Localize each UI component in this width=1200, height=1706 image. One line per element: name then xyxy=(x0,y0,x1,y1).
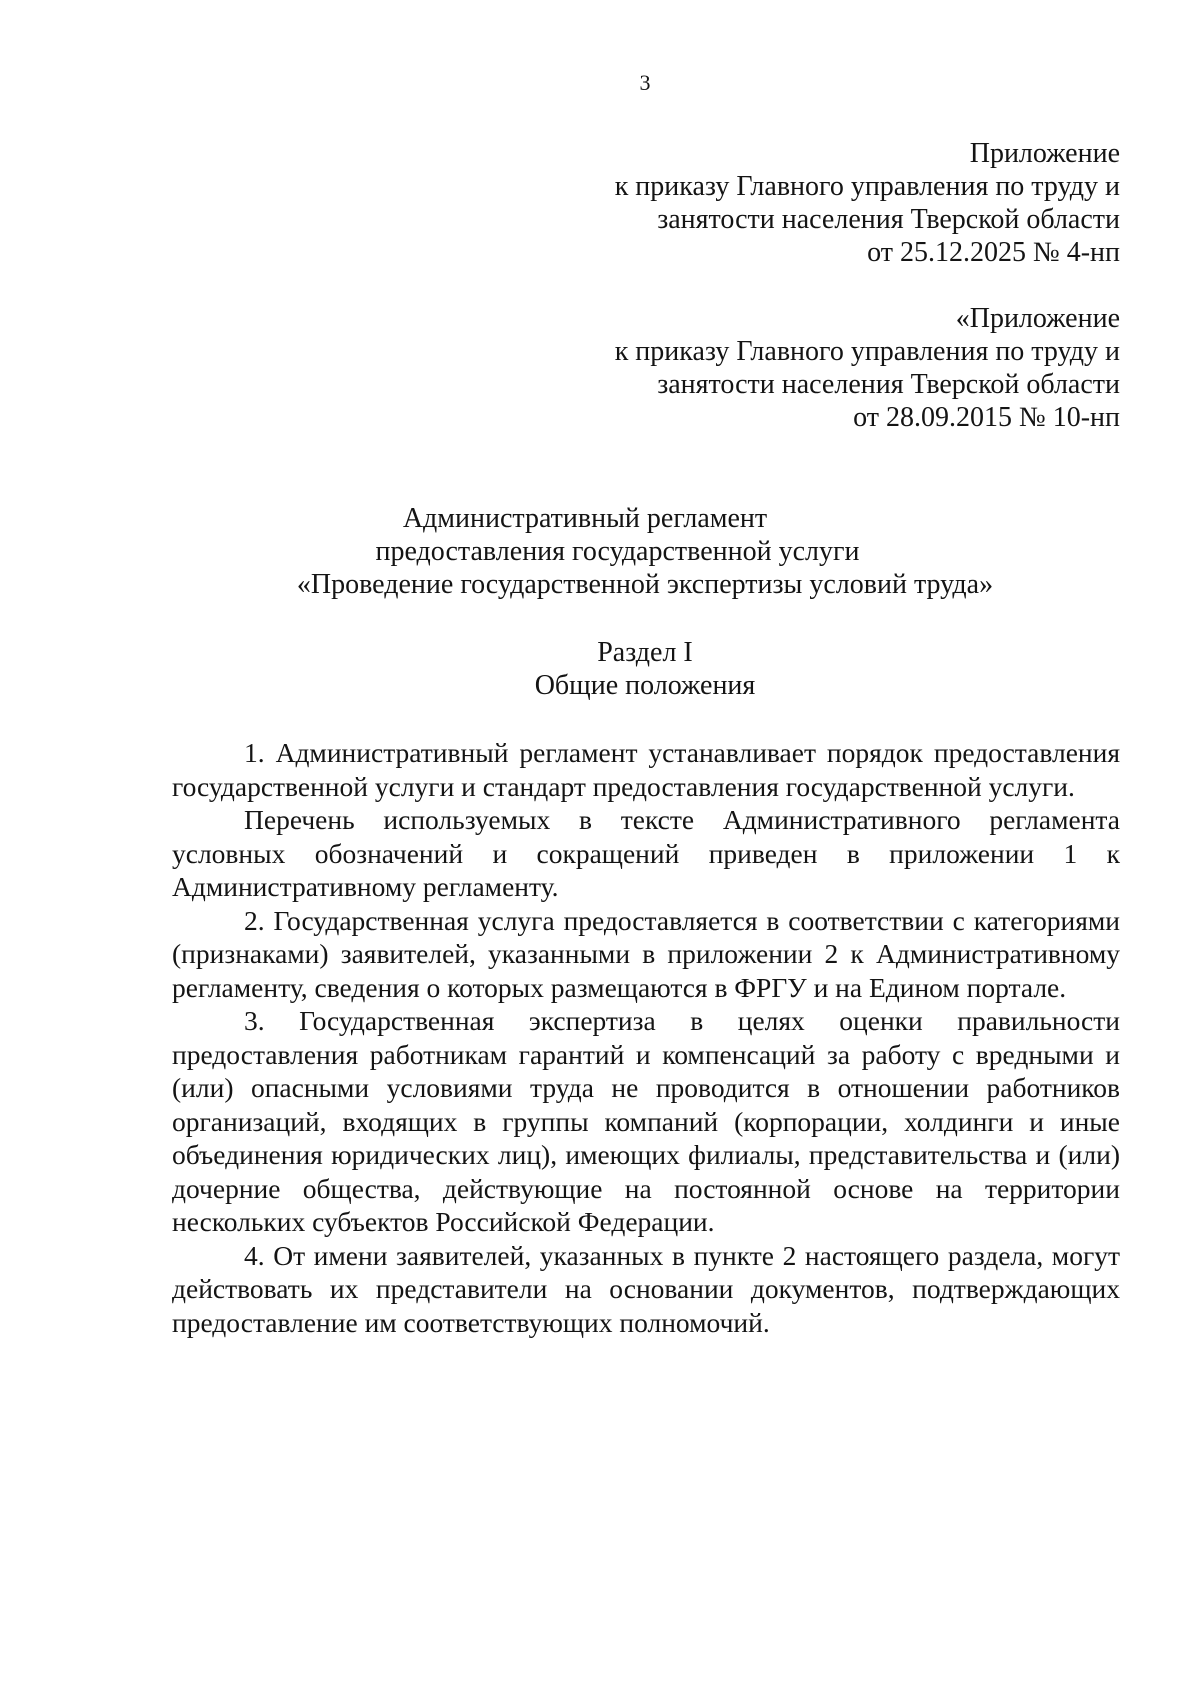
body-text xyxy=(172,736,1120,1339)
appendix-current-line-3: занятости населения Тверской области xyxy=(657,204,1120,235)
appendix-previous-line-2: к приказу Главного управления по труду и xyxy=(614,336,1120,367)
paragraph-2: 2. Государственная услуга предоставляется в соответствии с категориями (признаками) заявителей, указанными в приложении 2 к Административному регламенту, сведения о которых размещаются в ФРГУ и на Едином портале. xyxy=(172,904,1120,1003)
paragraph-1: 1. Административный регламент устанавливает порядок предоставления государственной услуги и стандарт предоставления государственной услуги. xyxy=(172,737,1120,802)
section-heading xyxy=(170,636,1120,702)
page-number: 3 xyxy=(639,70,651,95)
appendix-previous-date-number: от 28.09.2015 № 10-нп xyxy=(853,402,1120,433)
appendix-current-line-2: к приказу Главного управления по труду и xyxy=(614,171,1120,202)
section-number: Раздел I xyxy=(597,637,693,668)
appendix-current-date-number: от 25.12.2025 № 4-нп xyxy=(867,237,1120,268)
paragraph-3: 3. Государственная экспертиза в целях оценки правильности предоставления работникам гарантий и компенсаций за работу с вредными и (или) опасными условиями труда не проводится в отношении работников организаций, входящих в группы компаний (корпорации, холдинги и иные объединения юридических лиц), имеющих филиалы, представительства и (или) дочерние общества, действующие на постоянной основе на территории нескольких субъектов Российской Федерации. xyxy=(172,1005,1120,1237)
title-line-1: Административный регламент xyxy=(402,503,768,534)
appendix-previous-line-3: занятости населения Тверской области xyxy=(657,369,1120,400)
appendix-current-order xyxy=(615,137,1120,269)
document-title xyxy=(170,502,1120,601)
title-line-3: «Проведение государственной экспертизы условий труда» xyxy=(296,569,994,600)
section-name: Общие положения xyxy=(534,670,756,701)
appendix-current-label: Приложение xyxy=(969,138,1120,169)
title-line-2: предоставления государственной услуги xyxy=(375,536,860,567)
appendix-previous-order xyxy=(615,302,1120,434)
appendix-previous-label: «Приложение xyxy=(955,303,1120,334)
paragraph-1-list: Перечень используемых в тексте Административного регламента условных обозначений и сокращений приведен в приложении 1 к Административному регламенту. xyxy=(172,804,1120,902)
paragraph-4: 4. От имени заявителей, указанных в пункте 2 настоящего раздела, могут действовать их представители на основании документов, подтверждающих предоставление им соответствующих полномочий. xyxy=(172,1239,1120,1338)
